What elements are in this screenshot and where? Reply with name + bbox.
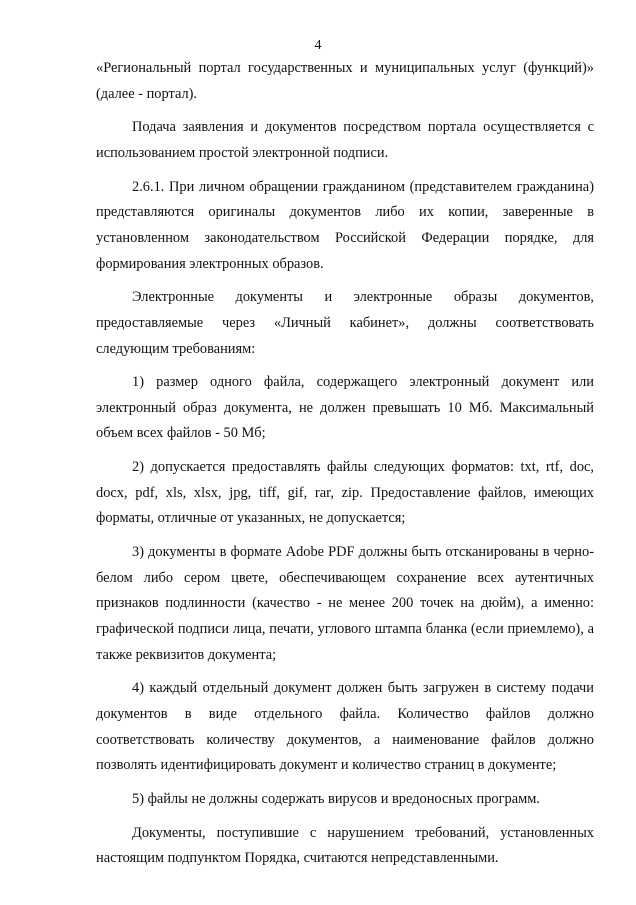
paragraph-requirement-1: 1) размер одного файла, содержащего электронный документ или электронный образ документа, не должен превышать 10 Мб. Максимальный объем всех файлов - 50 Мб; bbox=[96, 374, 594, 442]
paragraph-requirement-2: 2) допускается предоставлять файлы следующих форматов: txt, rtf, doc, docx, pdf, xls, xlsx, jpg, tiff, gif, rar, zip. Предоставление файлов, имеющих форматы, отличные от указанных, не допускается; bbox=[96, 459, 594, 527]
paragraph-portal-name: «Региональный портал государственных и муниципальных услуг (функций)» (далее - портал). bbox=[96, 60, 594, 102]
paragraph-requirement-3: 3) документы в формате Adobe PDF должны быть отсканированы в черно-белом либо сером цвете, обеспечивающем сохранение всех аутентичных признаков подлинности (качество - не менее 200 точек на дюйм), а именно: графической подписи лица, печати, углового штампа бланка (если приемлемо), а также реквизитов документа; bbox=[96, 544, 594, 663]
document-body bbox=[96, 56, 594, 872]
paragraph-requirements-intro: Электронные документы и электронные образы документов, предоставляемые через «Личный кабинет», должны соответствовать следующим требованиям: bbox=[96, 289, 594, 357]
page-number: 4 bbox=[314, 38, 322, 53]
paragraph-requirement-4: 4) каждый отдельный документ должен быть загружен в систему подачи документов в виде отдельного файла. Количество файлов должно соответствовать количеству документов, а наименование файлов должно позволять идентифицировать документ и количество страниц в документе; bbox=[96, 680, 594, 774]
paragraph-requirement-5: 5) файлы не должны содержать вирусов и вредоносных программ. bbox=[132, 790, 540, 807]
paragraph-electronic-signature: Подача заявления и документов посредством портала осуществляется с использованием простой электронной подписи. bbox=[96, 119, 594, 161]
paragraph-conclusion: Документы, поступившие с нарушением требований, установленных настоящим подпунктом Порядка, считаются непредставленными. bbox=[96, 824, 594, 867]
paragraph-2-6-1: 2.6.1. При личном обращении гражданином (представителем гражданина) представляются оригиналы документов либо их копии, заверенные в установленном законодательством Российской Федерации порядке, для формирования электронных образов. bbox=[96, 178, 594, 272]
